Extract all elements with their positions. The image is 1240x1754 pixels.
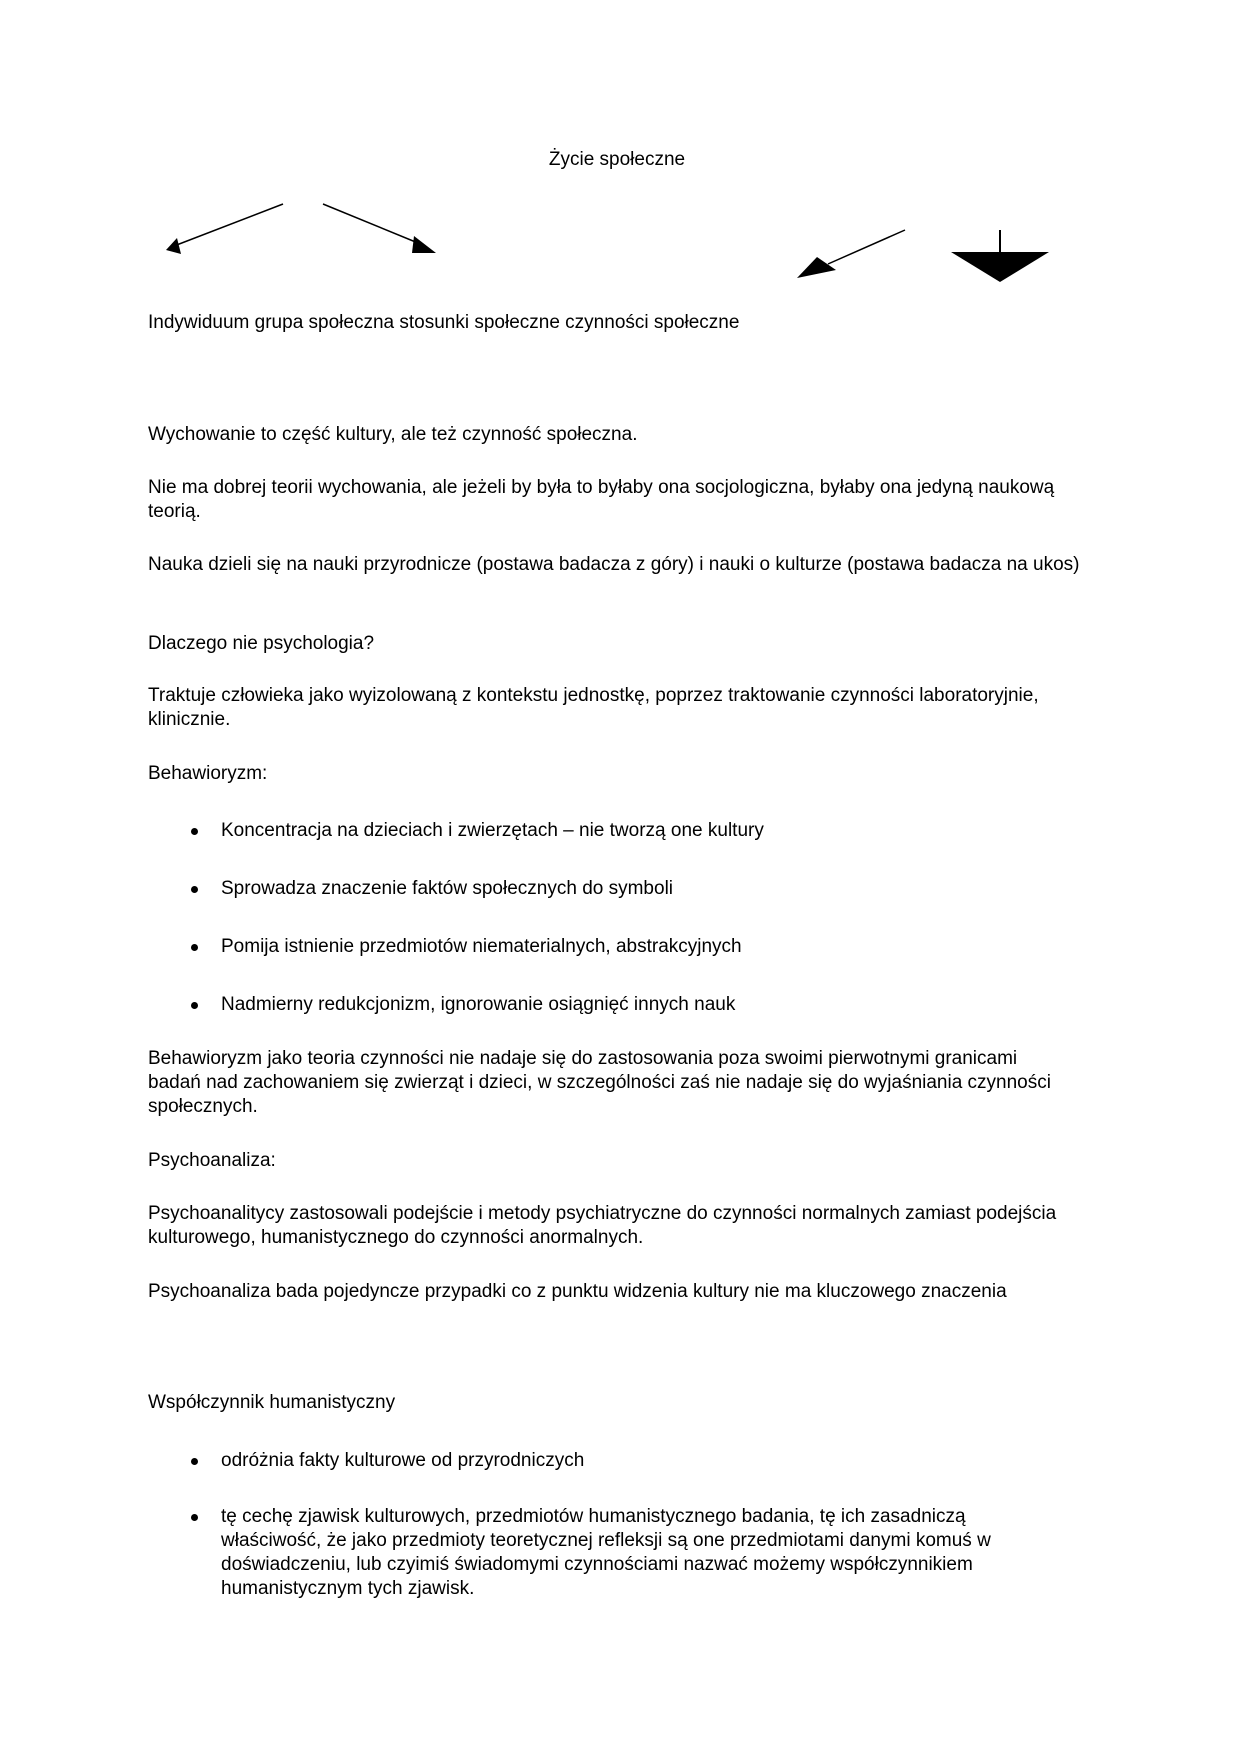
paragraph: Dlaczego nie psychologia?	[148, 633, 375, 654]
bullet-icon	[191, 886, 198, 893]
bullet-icon	[191, 1514, 198, 1521]
arrow-down-icon	[951, 230, 1049, 282]
document-page: Życie społeczne Indywiduum grupa społeczna stosunki społeczne czynności społeczne Wychowanie to część kultury, ale też czynność społeczna. Nie ma dobrej teorii wychowania, ale jeżeli by była to byłaby ona socjologiczna, byłaby ona jedyną naukową teorią. Nauka dzieli się na nauki przyrodnicze (postawa badacza z góry) i nauki o kulturze (postawa badacza na ukos) Dlaczego nie psychologia? Traktuje człowieka jako wyizolowaną z kontekstu jednostkę, poprzez traktowanie czynności laboratoryjnie, klinicznie. Behawioryzm: Koncentracja na dzieciach i zwierzętach – nie tworzą one kultury Sprowadza znaczenie faktów społecznych do symboli Pomija istnienie przedmiotów niematerialnych, abstrakcyjnych Nadmierny redukcjonizm, ignorowanie osiągnięć innych nauk Behawioryzm jako teoria czynności nie nadaje się do zastosowania poza swoimi pierwotnymi granicami badań nad zachowaniem się zwierząt i dzieci, w szczególności zaś nie nadaje się do wyjaśniania czynności społecznych. Psychoanaliza: Psychoanalitycy zastosowali podejście i metody psychiatryczne do czynności normalnych zamiast podejścia kulturowego, humanistycznego do czynności anormalnych. Psychoanaliza bada pojedyncze przypadki co z punktu widzenia kultury nie ma kluczowego znaczenia Współczynnik humanistyczny odróżnia fakty kulturowe od przyrodniczych tę cechę zjawisk kulturowych, przedmiotów humanistycznego badania, tę ich zasadniczą właściwość, że jako przedmioty teoretycznej refleksji są one przedmiotami danymi komuś w doświadczeniu, lub czyimiś świadomymi czynnościami nazwać możemy współczynnikiem humanistycznym tych zjawisk.	[0, 0, 1240, 1754]
paragraph: Behawioryzm jako teoria czynności nie nadaje się do zastosowania poza swoimi pierwotnymi granicami badań nad zachowaniem się zwierząt i dzieci, w szczególności zaś nie nadaje się do wyjaśniania czynności społecznych.	[148, 1048, 1051, 1117]
section-heading: Psychoanaliza:	[148, 1150, 276, 1171]
section-heading: Współczynnik humanistyczny	[148, 1392, 396, 1413]
arrow-down-left-icon	[166, 204, 283, 254]
bullet-icon	[191, 1002, 198, 1009]
section-heading: Behawioryzm:	[148, 763, 268, 784]
paragraph: Psychoanaliza bada pojedyncze przypadki co z punktu widzenia kultury nie ma kluczowego znaczenia	[148, 1281, 1007, 1302]
paragraph: Nie ma dobrej teorii wychowania, ale jeżeli by była to byłaby ona socjologiczna, byłaby ona jedyną naukową teorią.	[148, 477, 1055, 522]
diagram-arrows	[0, 0, 1240, 300]
page-title: Życie społeczne	[548, 149, 686, 170]
concepts-line: Indywiduum grupa społeczna stosunki społeczne czynności społeczne	[148, 312, 740, 333]
bullet-icon	[191, 944, 198, 951]
arrow-down-left-icon	[797, 230, 905, 278]
paragraph: Nauka dzieli się na nauki przyrodnicze (postawa badacza z góry) i nauki o kulturze (postawa badacza na ukos)	[148, 554, 1080, 575]
paragraph: Psychoanalitycy zastosowali podejście i metody psychiatryczne do czynności normalnych zamiast podejścia kulturowego, humanistycznego do czynności anormalnych.	[148, 1203, 1057, 1248]
bullet-icon	[191, 828, 198, 835]
arrow-down-right-icon	[323, 204, 436, 253]
paragraph: Traktuje człowieka jako wyizolowaną z kontekstu jednostkę, poprzez traktowanie czynności laboratoryjnie, klinicznie.	[148, 685, 1039, 730]
paragraph: Wychowanie to część kultury, ale też czynność społeczna.	[148, 424, 638, 445]
bullet-icon	[191, 1458, 198, 1465]
